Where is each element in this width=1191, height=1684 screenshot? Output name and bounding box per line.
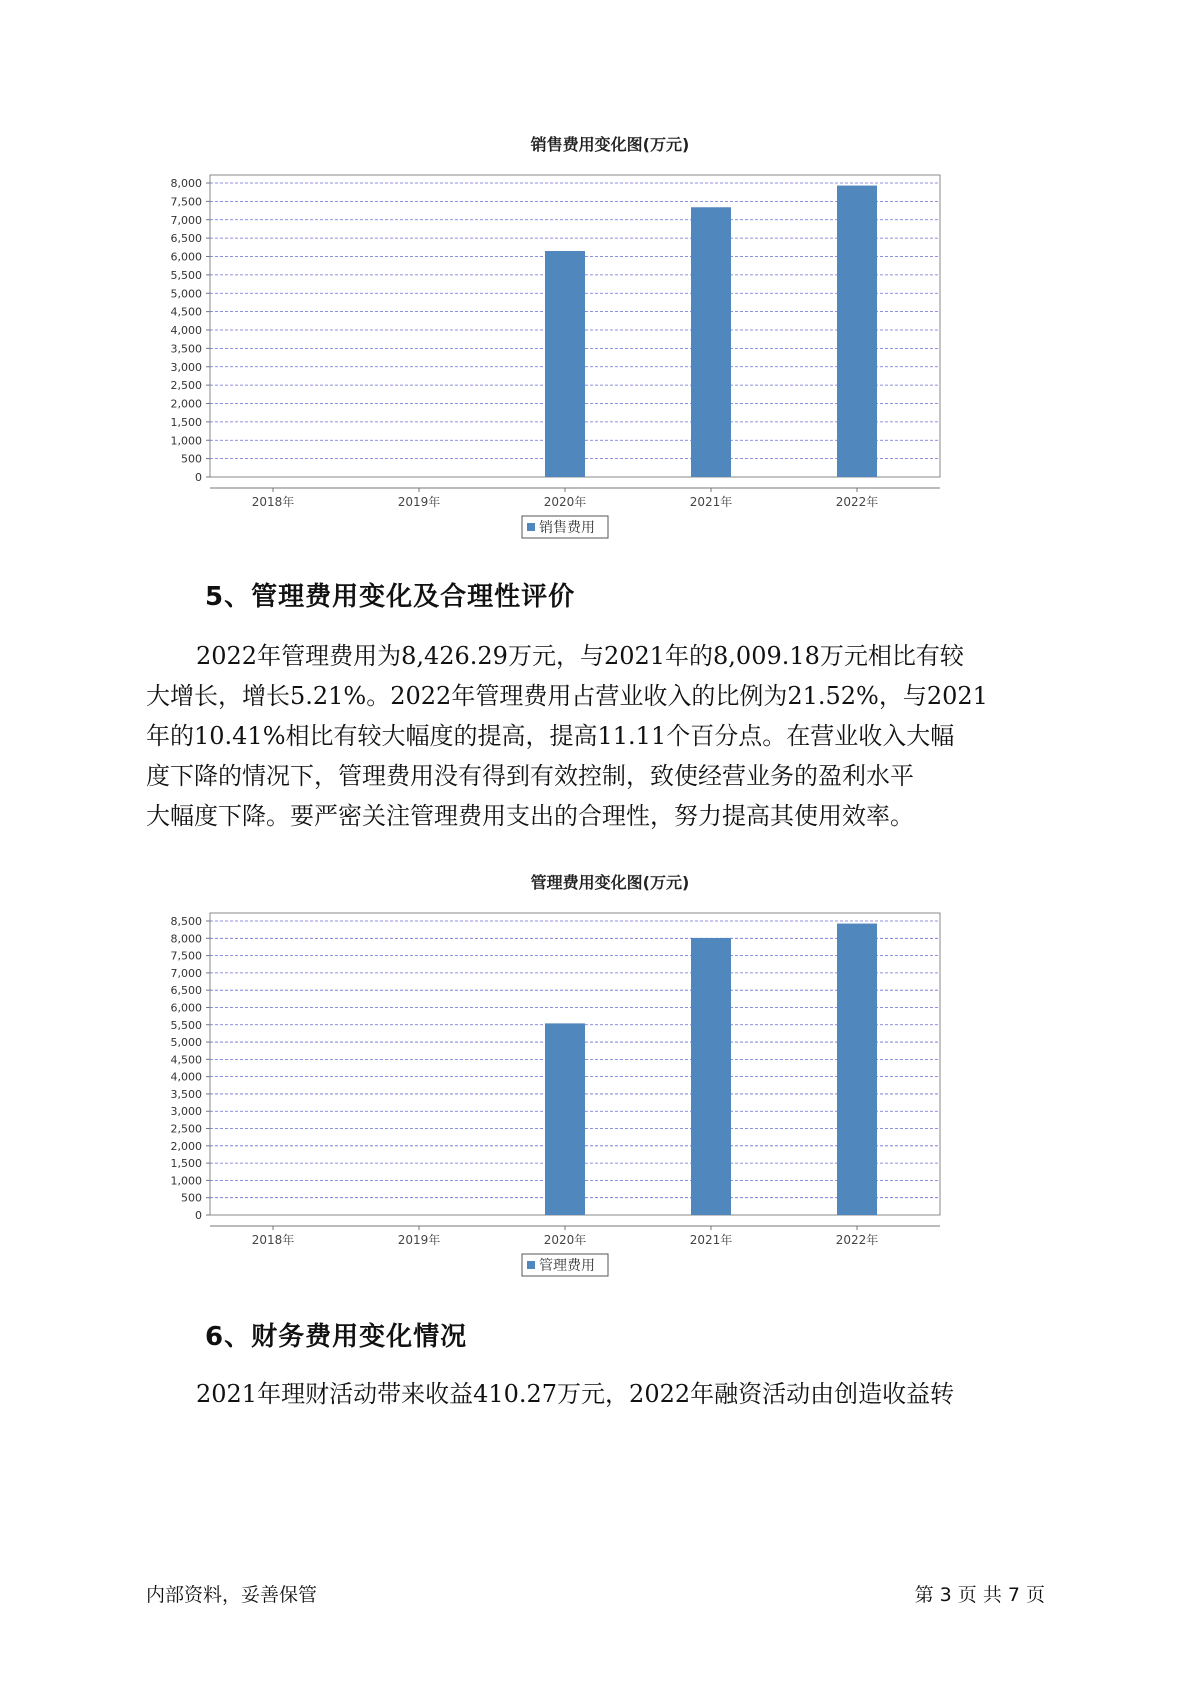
y-tick-label: 7,000 (170, 966, 202, 980)
section-6-paragraph (146, 1374, 1046, 1414)
y-tick-label: 4,500 (170, 305, 202, 319)
section-6-heading: 6、财务费用变化情况 (205, 1322, 468, 1352)
y-tick-label: 1,000 (170, 434, 202, 448)
y-tick-label: 4,500 (170, 1053, 202, 1067)
x-tick-label: 2019年 (397, 1233, 441, 1247)
footer-page-number: 第 3 页 共 7 页 (914, 1584, 1045, 1606)
y-tick-label: 5,000 (170, 287, 202, 301)
footer-confidential-note: 内部资料，妥善保管 (146, 1584, 318, 1606)
paragraph-line: 2022年管理费用为8,426.29万元，与2021年的8,009.18万元相比有较 (196, 642, 964, 670)
y-tick-label: 5,000 (170, 1036, 202, 1050)
section-5-heading: 5、管理费用变化及合理性评价 (205, 582, 576, 612)
y-tick-label: 3,500 (170, 342, 202, 356)
y-tick-label: 1,000 (170, 1174, 202, 1188)
admin-expense-chart (170, 868, 1040, 1288)
y-tick-label: 1,500 (170, 415, 202, 429)
y-tick-label: 500 (181, 452, 202, 466)
y-tick-label: 7,500 (170, 949, 202, 963)
bar (691, 207, 731, 477)
y-tick-label: 8,000 (170, 932, 202, 946)
y-tick-label: 8,000 (170, 177, 202, 190)
section-5-paragraph (146, 636, 1046, 836)
paragraph-line: 大增长，增长5.21%。2022年管理费用占营业收入的比例为21.52%，与2021 (146, 682, 988, 710)
bar (545, 1023, 585, 1215)
y-tick-label: 0 (195, 1209, 202, 1222)
bar (837, 924, 877, 1215)
chart-title: 销售费用变化图(万元) (530, 135, 690, 154)
paragraph-line: 年的10.41%相比有较大幅度的提高，提高11.11个百分点。在营业收入大幅 (146, 722, 955, 750)
y-tick-label: 5,500 (170, 268, 202, 282)
x-tick-label: 2021年 (689, 1233, 733, 1247)
y-tick-label: 6,500 (170, 984, 202, 998)
y-tick-label: 2,000 (170, 1139, 202, 1153)
paragraph-line: 度下降的情况下，管理费用没有得到有效控制，致使经营业务的盈利水平 (146, 762, 914, 790)
x-tick-label: 2021年 (689, 495, 733, 509)
x-tick-label: 2019年 (397, 495, 441, 509)
y-tick-label: 8,500 (170, 915, 202, 928)
admin-expense-chart-svg (170, 868, 1040, 1288)
x-tick-label: 2018年 (251, 495, 295, 509)
y-tick-label: 6,000 (170, 1001, 202, 1015)
y-tick-label: 7,000 (170, 213, 202, 227)
paragraph-line: 大幅度下降。要严密关注管理费用支出的合理性，努力提高其使用效率。 (146, 802, 914, 830)
x-tick-label: 2022年 (835, 495, 879, 509)
y-tick-label: 3,000 (170, 1105, 202, 1119)
y-tick-label: 7,500 (170, 195, 202, 209)
y-tick-label: 4,000 (170, 1070, 202, 1084)
y-tick-label: 500 (181, 1191, 202, 1205)
y-tick-label: 4,000 (170, 324, 202, 337)
paragraph-line: 2021年理财活动带来收益410.27万元，2022年融资活动由创造收益转 (196, 1380, 955, 1408)
y-tick-label: 2,000 (170, 397, 202, 411)
x-tick-label: 2020年 (543, 1233, 587, 1247)
x-tick-label: 2022年 (835, 1233, 879, 1247)
sales-expense-chart-svg (170, 130, 1040, 550)
y-tick-label: 6,500 (170, 232, 202, 246)
chart-title: 管理费用变化图(万元) (530, 873, 690, 892)
y-tick-label: 0 (195, 471, 202, 484)
y-tick-label: 6,000 (170, 250, 202, 264)
bar (691, 938, 731, 1215)
y-tick-label: 3,500 (170, 1087, 202, 1101)
legend-label: 销售费用 (539, 520, 595, 536)
x-tick-label: 2020年 (543, 495, 587, 509)
x-tick-label: 2018年 (251, 1233, 295, 1247)
y-tick-label: 1,500 (170, 1157, 202, 1171)
y-tick-label: 2,500 (170, 379, 202, 393)
y-tick-label: 2,500 (170, 1122, 202, 1136)
y-tick-label: 5,500 (170, 1018, 202, 1032)
bar (837, 186, 877, 477)
y-tick-label: 3,000 (170, 360, 202, 374)
legend-swatch (527, 1261, 535, 1269)
bar (545, 251, 585, 477)
legend-label: 管理费用 (539, 1258, 595, 1274)
sales-expense-chart (170, 130, 1040, 550)
legend-swatch (527, 523, 535, 531)
